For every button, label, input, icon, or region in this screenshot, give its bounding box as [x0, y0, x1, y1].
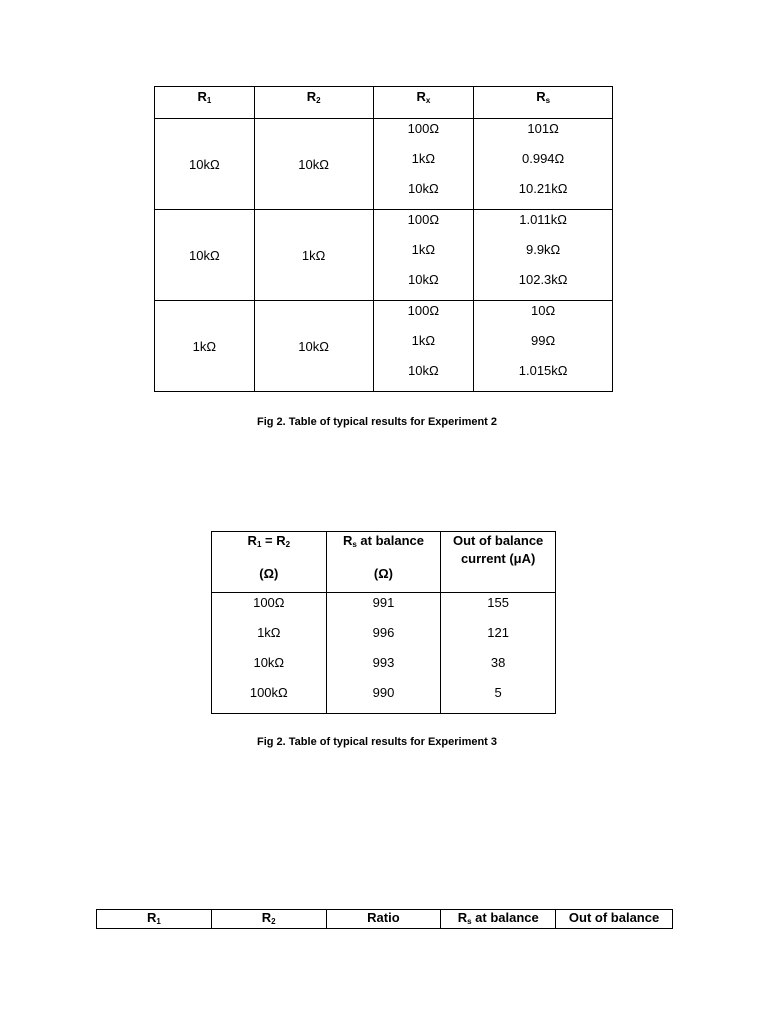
- header-r2: $R_2$: [254, 87, 373, 119]
- r1-value: 100Ω: [253, 595, 285, 610]
- results-table-experiment-2: [154, 86, 613, 392]
- figure-caption-experiment-3: Fig 2. Table of typical results for Experiment 3: [257, 736, 498, 748]
- header-r1-equals-r2: $R_1 = R_2$ (Ω): [212, 532, 327, 593]
- header-out-of-balance: Out of balance: [556, 910, 673, 929]
- current-value: 5: [494, 685, 502, 700]
- r1-value: 1kΩ: [257, 625, 281, 640]
- header-r1: $R_1$: [97, 910, 212, 929]
- results-table-experiment-3: [211, 531, 556, 714]
- cell-rx: [373, 210, 474, 301]
- cell-rx: [373, 301, 474, 392]
- header-rs: $R_s$: [474, 87, 613, 119]
- rs-value: 10Ω: [531, 303, 556, 318]
- cell-rs: [474, 210, 613, 301]
- current-value: 121: [487, 625, 509, 640]
- rs-value: 101Ω: [527, 121, 559, 136]
- column-r1-values: [212, 593, 327, 714]
- current-value: 38: [490, 655, 506, 670]
- rx-value: 1kΩ: [411, 242, 436, 257]
- cell-rs: [474, 119, 613, 210]
- table-row: [155, 301, 613, 392]
- rx-value: 10kΩ: [408, 363, 439, 378]
- results-table-ratio: [96, 909, 673, 929]
- figure-caption-experiment-2: Fig 2. Table of typical results for Experiment 2: [257, 416, 498, 428]
- rs-value: 1.015kΩ: [518, 363, 568, 378]
- rx-value: 10kΩ: [408, 181, 439, 196]
- cell-r1: 10kΩ: [155, 119, 255, 210]
- r1-value: 10kΩ: [253, 655, 285, 670]
- table-header-row: [97, 910, 673, 929]
- column-current-values: [441, 593, 556, 714]
- current-value: 155: [487, 595, 509, 610]
- header-rs-at-balance: $R_s$ at balance: [441, 910, 556, 929]
- rx-value: 100Ω: [407, 303, 440, 318]
- cell-r2: 1kΩ: [254, 210, 373, 301]
- cell-rx: [373, 119, 474, 210]
- table-row: [155, 210, 613, 301]
- rs-value: 1.011kΩ: [519, 212, 568, 227]
- rs-value: 991: [372, 595, 395, 610]
- r1-value: 100kΩ: [249, 685, 288, 700]
- rs-value: 102.3kΩ: [518, 272, 568, 287]
- rs-value: 996: [372, 625, 395, 640]
- header-ratio: Ratio: [326, 910, 441, 929]
- table-row: [155, 119, 613, 210]
- header-r2: $R_2$: [211, 910, 326, 929]
- rx-value: 100Ω: [407, 121, 440, 136]
- rx-value: 1kΩ: [411, 151, 436, 166]
- rs-value: 99Ω: [531, 333, 556, 348]
- table-header-row: [212, 532, 556, 593]
- rx-value: 1kΩ: [411, 333, 436, 348]
- header-rx: $R_x$: [373, 87, 474, 119]
- table-header-row: [155, 87, 613, 119]
- column-rs-values: [326, 593, 441, 714]
- cell-r1: 1kΩ: [155, 301, 255, 392]
- cell-rs: [474, 301, 613, 392]
- cell-r2: 10kΩ: [254, 119, 373, 210]
- rs-value: 990: [372, 685, 395, 700]
- rs-value: 993: [372, 655, 395, 670]
- rs-value: 0.994Ω: [522, 151, 565, 166]
- rx-value: 10kΩ: [408, 272, 439, 287]
- cell-r1: 10kΩ: [155, 210, 255, 301]
- rs-value: 9.9kΩ: [525, 242, 561, 257]
- rs-value: 10.21kΩ: [518, 181, 568, 196]
- cell-r2: 10kΩ: [254, 301, 373, 392]
- header-rs-at-balance: $R_s$ at balance (Ω): [326, 532, 441, 593]
- header-r1: $R_1$: [155, 87, 255, 119]
- header-out-of-balance-current: Out of balance current (μA): [441, 532, 556, 593]
- table-row: [212, 593, 556, 714]
- rx-value: 100Ω: [407, 212, 440, 227]
